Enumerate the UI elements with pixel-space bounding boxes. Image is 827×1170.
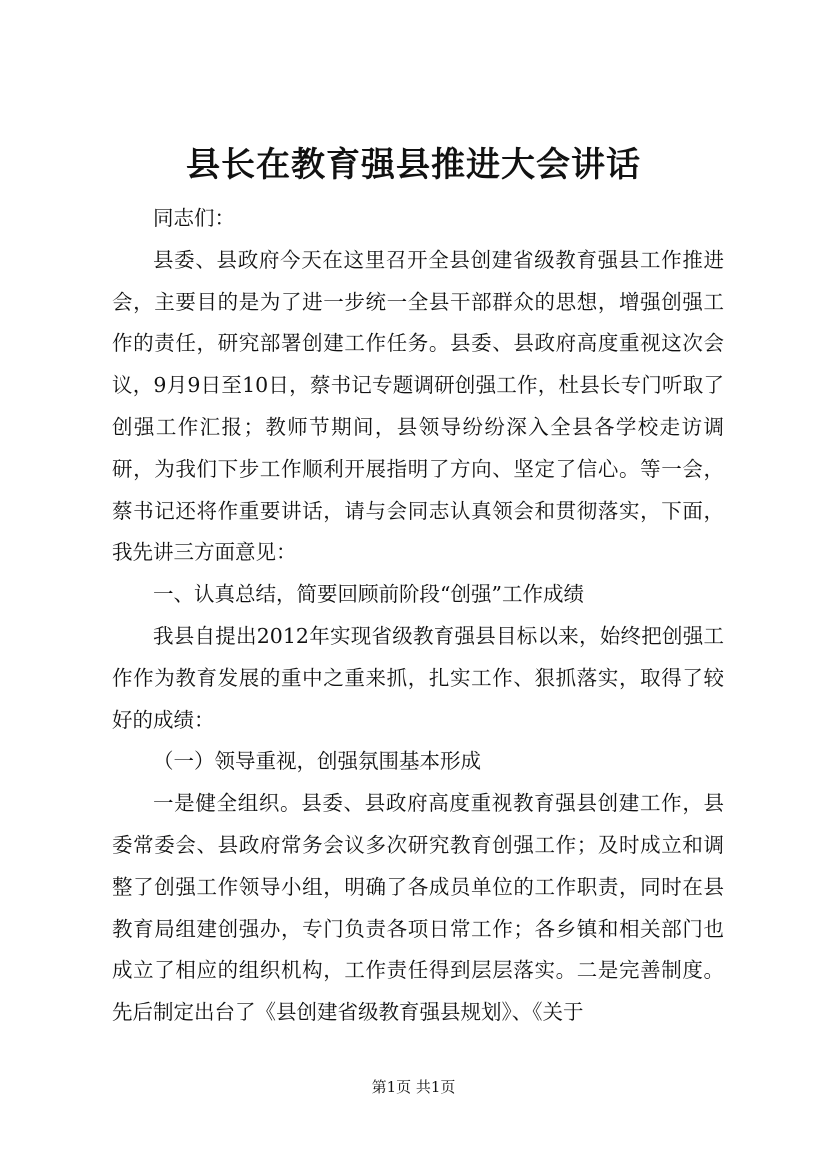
salutation-paragraph: 同志们： [153,206,235,230]
section-heading-1: 一、认真总结，简要回顾前阶段“创强”工作成绩 [153,582,584,607]
summary-paragraph: 我县自提出2012年实现省级教育强县目标以来，始终把创强工作作为教育发展的重中之重来抓，扎实工作、狠抓落实，取得了较好的成绩： [112,623,724,732]
page-footer: 第1页 共1页 [371,1078,456,1096]
subsection-heading-1: （一）领导重视，创强氛围基本形成 [153,749,481,774]
document-title: 县长在教育强县推进大会讲话 [186,145,641,185]
intro-paragraph: 县委、县政府今天在这里召开全县创建省级教育强县工作推进会，主要目的是为了进一步统一全县干部群众的思想，增强创强工作的责任，研究部署创建工作任务。县委、县政府高度重视这次会议，9月9日至10日，蔡书记专题调研创强工作，杜县长专门听取了创强工作汇报；教师节期间，县领导纷纷深入全县各学校走访调研，为我们下步工作顺利开展指明了方向、坚定了信心。等一会，蔡书记还将作重要讲话，请与会同志认真领会和贯彻落实，下面，我先讲三方面意见： [112,247,724,565]
document-body [112,198,724,1034]
organization-paragraph: 一是健全组织。县委、县政府高度重视教育强县创建工作，县委常委会、县政府常务会议多次研究教育创强工作；及时成立和调整了创强工作领导小组，明确了各成员单位的工作职责，同时在县教育局组建创强办，专门负责各项日常工作；各乡镇和相关部门也成立了相应的组织机构，工作责任得到层层落实。二是完善制度。先后制定出台了《县创建省级教育强县规划》、《关于 [112,791,724,1025]
